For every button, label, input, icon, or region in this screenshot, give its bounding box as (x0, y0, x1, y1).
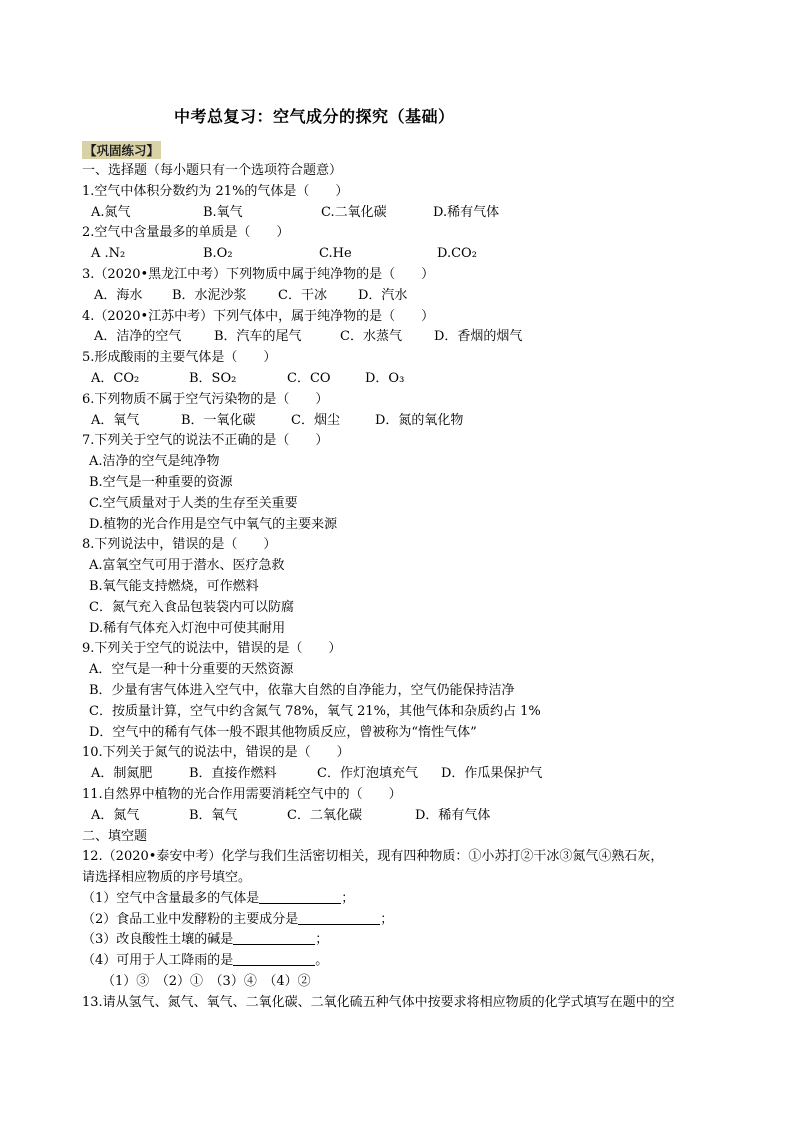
option-c: C．二氧化碳 (287, 807, 362, 823)
option-a: A．制氮肥 (91, 766, 153, 782)
option-a: A．氧气 (91, 412, 140, 428)
option-b: B.空气是一种重要的资源 (89, 474, 233, 490)
question-9-stem: 9.下列关于空气的说法中，错误的是（ ） (82, 641, 342, 657)
question-4-options (82, 327, 722, 348)
option-d: D．作瓜果保护气 (441, 766, 543, 782)
option-d: D.CO₂ (437, 246, 477, 262)
question-12-answer: （1）③ （2）① （3）④ （4）② (102, 974, 311, 990)
practice-badge: 【巩固练习】 (84, 143, 160, 158)
option-a: A.富氧空气可用于潜水、医疗急救 (89, 558, 285, 574)
option-a: A .N₂ (91, 246, 126, 262)
option-c: C．干冰 (278, 287, 327, 303)
option-c: C．烟尘 (291, 412, 340, 428)
question-6-stem: 6.下列物质不属于空气污染物的是（ ） (82, 391, 329, 407)
fill-item-3: （3）改良酸性土壤的碱是 ； (82, 932, 329, 948)
option-d: D．香烟的烟气 (434, 329, 523, 345)
question-7-stem: 7.下列关于空气的说法不正确的是（ ） (82, 433, 329, 449)
question-5-options (82, 369, 722, 390)
option-b: B．汽车的尾气 (214, 329, 302, 345)
question-3-stem: 3.（2020•黑龙江中考）下列物质中属于纯净物的是（ ） (82, 266, 435, 282)
section-heading: 二、填空题 (82, 828, 148, 844)
question-13-stem: 13.请从氢气、氮气、氧气、二氧化碳、二氧化硫五种气体中按要求将相应物质的化学式填写在题中的空 (82, 994, 675, 1010)
question-2-options (82, 244, 722, 265)
question-5-stem: 5.形成酸雨的主要气体是（ ） (82, 350, 277, 366)
option-d: D.植物的光合作用是空气中氧气的主要来源 (89, 516, 338, 532)
fill-item-4: （4）可用于人工降雨的是 。 (82, 953, 329, 969)
option-d: D．空气中的稀有气体一般不跟其他物质反应，曾被称为“惰性气体” (89, 724, 477, 740)
option-c: C.二氧化碳 (321, 204, 387, 220)
option-a: A.洁净的空气是纯净物 (89, 454, 220, 470)
option-c: C.He (319, 246, 352, 262)
option-d: D．氮的氧化物 (375, 412, 464, 428)
option-c: C．水蒸气 (340, 329, 402, 345)
option-a: A．海水 (94, 287, 143, 303)
question-10-options (82, 764, 722, 785)
option-b: B．少量有害气体进入空气中，依靠大自然的自净能力，空气仍能保持洁净 (89, 682, 515, 698)
option-a: A．CO₂ (91, 370, 140, 386)
answer-blank[interactable] (298, 910, 380, 925)
question-11-options (82, 806, 722, 827)
option-b: B．SO₂ (189, 370, 237, 386)
question-8-stem: 8.下列说法中，错误的是（ ） (82, 537, 277, 553)
answer-blank[interactable] (233, 930, 315, 945)
option-b: B．直接作燃料 (189, 766, 277, 782)
option-a: A.氮气 (91, 204, 131, 220)
document-page (82, 104, 722, 1014)
fill-item-2: （2）食品工业中发酵粉的主要成分是 ； (82, 911, 394, 927)
question-6-options (82, 411, 722, 432)
option-d: D．O₃ (365, 370, 405, 386)
question-10-stem: 10.下列关于氮气的说法中，错误的是（ ） (82, 745, 350, 761)
question-11-stem: 11.自然界中植物的光合作用需要消耗空气中的（ ） (82, 786, 402, 802)
option-d: D.稀有气体 (433, 204, 500, 220)
option-c: C．按质量计算，空气中约含氮气 78%，氧气 21%，其他气体和杂质约占 1% (89, 703, 541, 719)
option-b: B.氧气 (203, 204, 243, 220)
question-1-options (82, 203, 722, 224)
option-b: B．一氧化碳 (181, 412, 256, 428)
question-1-stem: 1.空气中体积分数约为 21%的气体是（ ） (82, 183, 349, 199)
fill-item-1: （1）空气中含量最多的气体是 ； (82, 890, 355, 906)
option-d: D.稀有气体充入灯泡中可使其耐用 (89, 620, 286, 636)
page-title: 中考总复习：空气成分的探究（基础） (174, 107, 455, 126)
option-d: D．汽水 (358, 287, 408, 303)
question-2-stem: 2.空气中含量最多的单质是（ ） (82, 225, 290, 241)
answer-blank[interactable] (233, 951, 315, 966)
question-12-stem-cont: 请选择相应物质的序号填空。 (82, 870, 252, 886)
option-c: C．氮气充入食品包装袋内可以防腐 (89, 599, 294, 615)
option-c: C．CO (287, 370, 331, 386)
option-a: A．氮气 (91, 807, 140, 823)
question-4-stem: 4.（2020•江苏中考）下列气体中，属于纯净物的是（ ） (82, 308, 435, 324)
answer-blank[interactable] (259, 889, 341, 904)
option-c: C．作灯泡填充气 (317, 766, 418, 782)
section-heading: 一、选择题（每小题只有一个选项符合题意） (82, 163, 343, 178)
question-3-options (82, 286, 722, 307)
option-b: B．水泥沙浆 (172, 287, 247, 303)
option-a: A．空气是一种十分重要的天然资源 (89, 662, 294, 678)
question-12-stem: 12.（2020•泰安中考）化学与我们生活密切相关，现有四种物质：①小苏打②干冰③氮气④熟石灰， (82, 849, 664, 865)
option-b: B．氧气 (189, 807, 238, 823)
option-b: B.O₂ (203, 246, 233, 262)
option-b: B.氧气能支持燃烧，可作燃料 (89, 578, 259, 594)
option-d: D．稀有气体 (415, 807, 491, 823)
option-a: A．洁净的空气 (94, 329, 182, 345)
option-c: C.空气质量对于人类的生存至关重要 (89, 495, 298, 511)
